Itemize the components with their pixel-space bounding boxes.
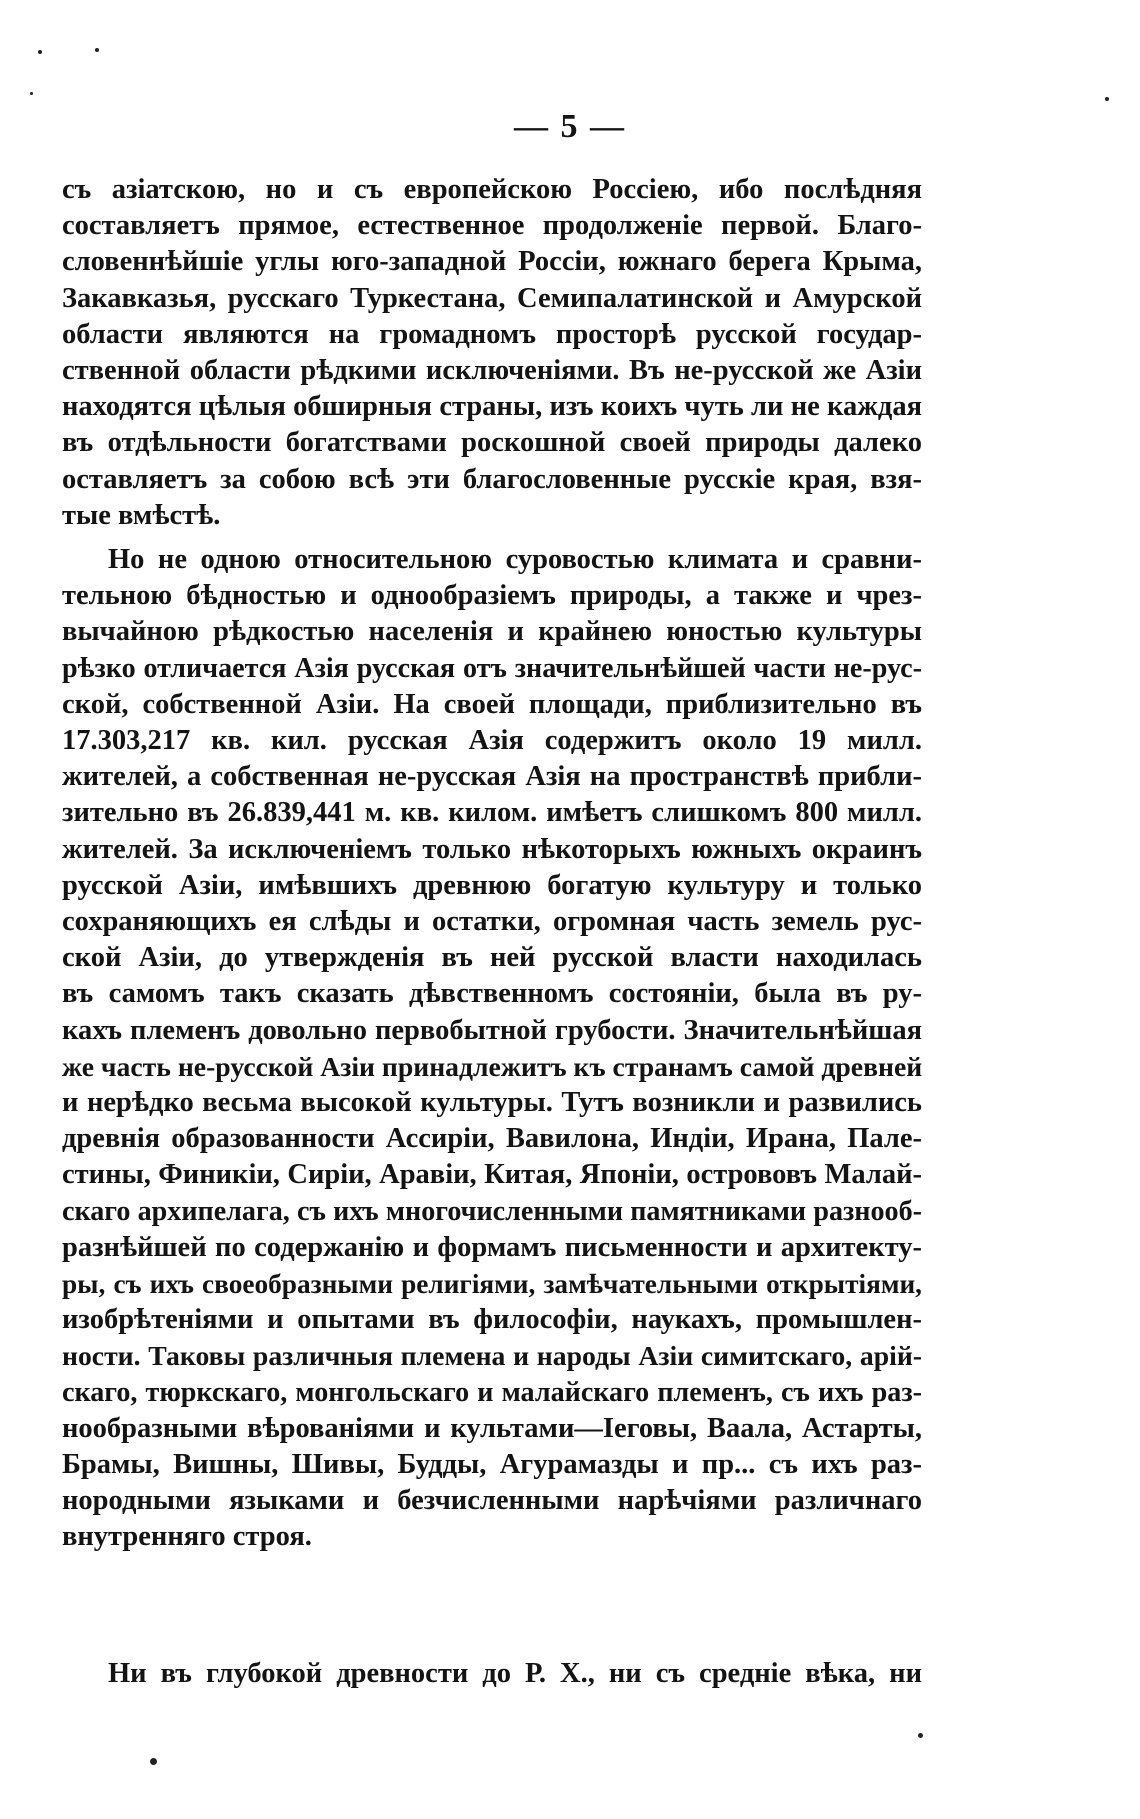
text-line: кахъ племенъ довольно первобытной грубости. Значительнѣйшая: [62, 1014, 922, 1046]
text-line: и нерѣдко весьма высокой культуры. Тутъ возникли и развились: [62, 1087, 922, 1119]
text-line: въ самомъ такъ сказать дѣвственномъ состояніи, была въ ру-: [62, 978, 922, 1010]
text-line: Брамы, Вишны, Шивы, Будды, Агурамазды и пр... съ ихъ раз-: [62, 1449, 922, 1481]
text-line: ности. Таковы различныя племена и народы Азіи симитскаго, арій-: [62, 1340, 922, 1372]
text-line: ской, собственной Азіи. На своей площади, приблизительно въ: [62, 688, 922, 720]
text-line: древнія образованности Ассиріи, Вавилона, Индіи, Ирана, Пале-: [62, 1123, 922, 1155]
paragraph-3: [62, 1656, 922, 1692]
text-line: ской Азіи, до утвержденія въ ней русской власти находилась: [62, 942, 922, 974]
text-line: области являются на громадномъ просторѣ русской государ-: [62, 318, 922, 350]
text-line: сохраняющихъ ея слѣды и остатки, огромная часть земель рус-: [62, 906, 922, 938]
text-line: составляетъ прямое, естественное продолженіе первой. Благо-: [62, 210, 922, 242]
text-line: скаго, тюркскаго, монгольскаго и малайскаго племенъ, съ ихъ раз-: [62, 1376, 922, 1408]
text-line: зительно въ 26.839,441 м. кв. килом. имѣетъ слишкомъ 800 милл.: [62, 797, 922, 829]
text-line: тые вмѣстѣ.: [62, 499, 221, 531]
text-line: вычайною рѣдкостью населенія и крайнею юностью культуры: [62, 616, 922, 648]
text-line: ственной области рѣдкими исключеніями. Въ не-русской же Азіи: [62, 355, 922, 387]
text-line: изобрѣтеніями и опытами въ философіи, наукахъ, промышлен-: [62, 1304, 922, 1336]
scan-speck: [918, 1733, 923, 1738]
text-line: жителей. За исключеніемъ только нѣкоторыхъ южныхъ окраинъ: [62, 833, 922, 865]
text-line: русской Азіи, имѣвшихъ древнюю богатую культуру и только: [62, 869, 922, 901]
text-line: нородными языками и безчисленными нарѣчіями различнаго: [62, 1485, 922, 1517]
paragraph-2: [62, 542, 922, 1556]
scan-speck: [150, 1758, 157, 1765]
text-line: скаго архипелага, съ ихъ многочисленными памятниками разнооб-: [62, 1195, 922, 1227]
text-line: 17.303,217 кв. кил. русская Азія содержитъ около 19 милл.: [62, 725, 922, 757]
text-line: стины, Финикіи, Сиріи, Аравіи, Китая, Японіи, острововъ Малай-: [62, 1159, 922, 1191]
text-line: ры, съ ихъ своеобразными религіями, замѣчательными открытіями,: [62, 1269, 922, 1300]
text-line: рѣзко отличается Азія русская отъ значительнѣйшей части не-рус-: [62, 652, 922, 684]
text-line: внутренняго строя.: [62, 1521, 312, 1553]
text-line: разнѣйшей по содержанію и формамъ письменности и архитекту-: [62, 1231, 922, 1263]
scan-speck: [30, 92, 33, 95]
paragraph-1: [62, 172, 922, 534]
scan-speck: [95, 48, 99, 52]
text-line: Но не одною относительною суровостью климата и сравни-: [108, 544, 922, 575]
text-line: тельною бѣдностью и однообразіемъ природы, а также и чрез-: [62, 580, 922, 612]
text-line: Закавказья, русскаго Туркестана, Семипалатинской и Амурской: [62, 282, 922, 314]
page-number: — 5 —: [514, 108, 626, 145]
text-line: оставляетъ за собою всѣ эти благословенные русскіе края, взя-: [62, 463, 922, 495]
text-line: нообразными вѣрованіями и культами—Іеговы, Ваала, Астарты,: [62, 1412, 922, 1444]
scan-speck: [38, 50, 42, 54]
text-line: жителей, а собственная не-русская Азія на пространствѣ прибли-: [62, 761, 922, 793]
text-line: словеннѣйшіе углы юго-западной Россіи, южнаго берега Крыма,: [62, 246, 922, 278]
text-line: Ни въ глубокой древности до Р. Х., ни съ средніе вѣка, ни: [108, 1658, 922, 1689]
scan-speck: [1105, 97, 1109, 101]
text-line: же часть не-русской Азіи принадлежитъ къ странамъ самой древней: [62, 1050, 922, 1082]
text-line: въ отдѣльности богатствами роскошной своей природы далеко: [62, 427, 922, 459]
text-line: съ азіатскою, но и съ европейскою Россіею, ибо послѣдняя: [62, 174, 922, 205]
text-line: находятся цѣлыя обширныя страны, изъ коихъ чуть ли не каждая: [62, 391, 922, 423]
